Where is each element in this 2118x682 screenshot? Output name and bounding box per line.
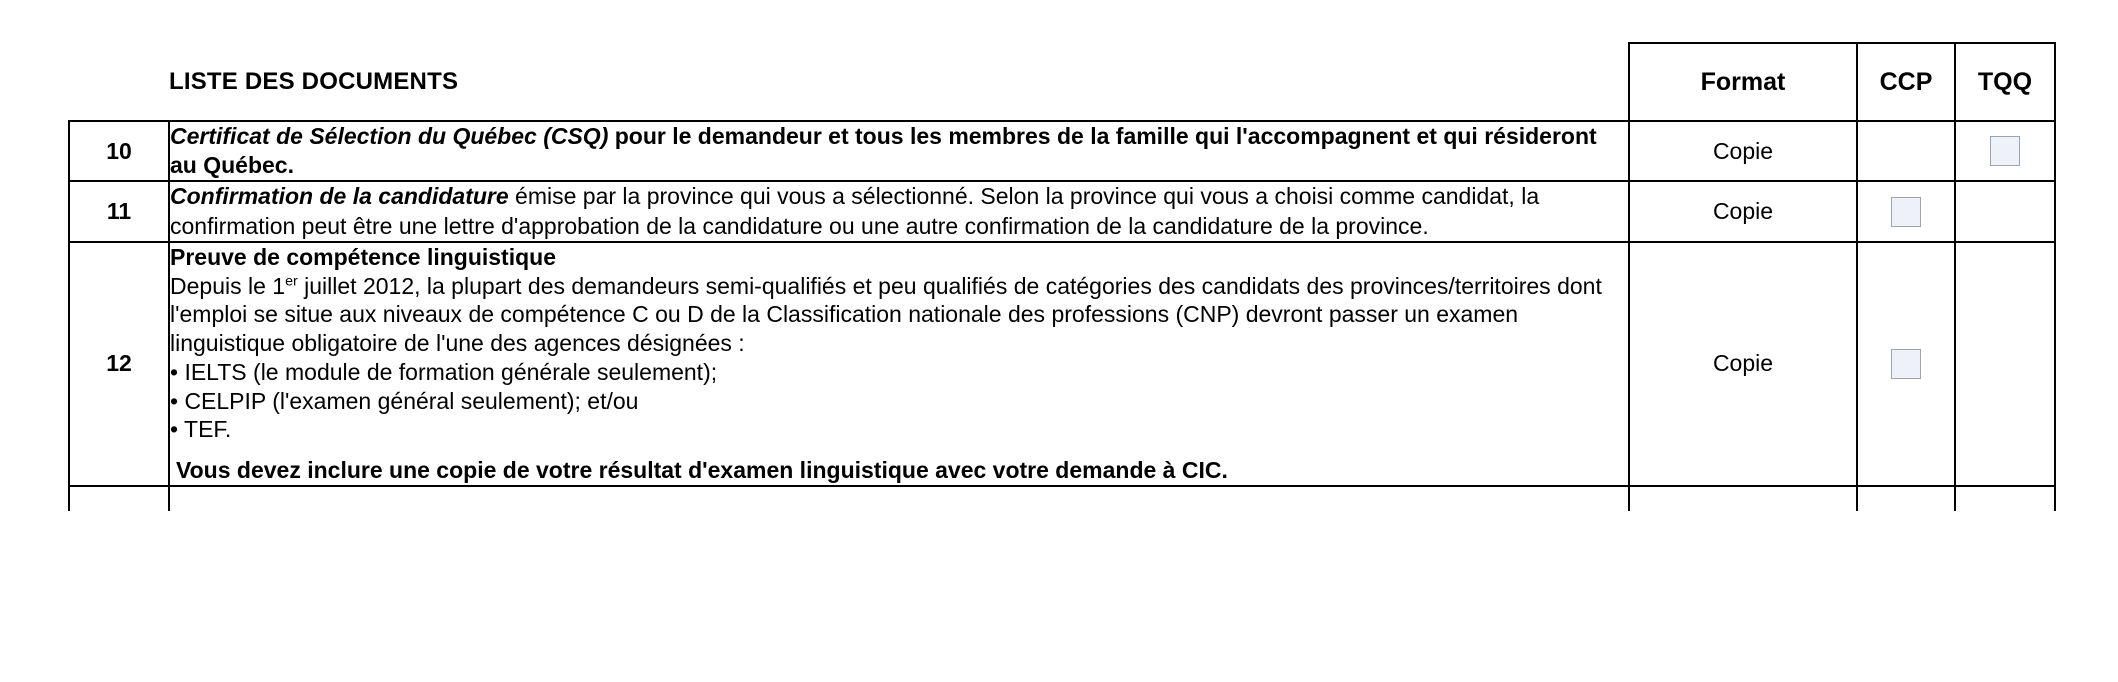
table-row: [69, 242, 2055, 486]
row-description-rest: émise par la province qui vous a sélectionné. Selon la province qui vous a choisi comme candidat, la confirmation peut être une lettre d'approbation de la candidature ou une autre confirmation de la candidature de la province.: [170, 183, 1540, 239]
row-description: [169, 181, 1629, 241]
row-description-paragraph: [170, 272, 1628, 358]
row-description: [169, 121, 1629, 181]
table-header-row: [69, 43, 2055, 121]
column-header-format: Format: [1629, 43, 1857, 121]
row-description: [169, 242, 1629, 486]
row-format: Copie: [1629, 121, 1857, 181]
row-number: 12: [69, 242, 169, 486]
table-row-partial: [69, 486, 2055, 511]
checkbox-ccp-row12[interactable]: [1891, 349, 1921, 379]
row-ccp-cell[interactable]: [1857, 181, 1955, 241]
row-tqq-cell-partial: [1955, 486, 2055, 511]
bullet-item: • CELPIP (l'examen général seulement); et/ou: [170, 387, 639, 414]
row-ccp-cell-partial: [1857, 486, 1955, 511]
table-row: [69, 121, 2055, 181]
column-header-tqq: TQQ: [1955, 43, 2055, 121]
row-format-partial: [1629, 486, 1857, 511]
row-number-partial: [69, 486, 169, 511]
list-title: LISTE DES DOCUMENTS: [169, 67, 459, 95]
row-format: Copie: [1629, 181, 1857, 241]
row-description-note: Vous devez inclure une copie de votre résultat d'examen linguistique avec votre demande à CIC.: [176, 457, 1228, 484]
row-description-lead: Certificat de Sélection du Québec (CSQ): [170, 123, 609, 149]
row-tqq-cell: [1955, 181, 2055, 241]
row-description-heading: Preuve de compétence linguistique: [170, 243, 556, 270]
column-header-ccp: CCP: [1857, 43, 1955, 121]
paragraph-part-one: Depuis le 1: [170, 272, 286, 299]
bullet-item: • IELTS (le module de formation générale seulement);: [170, 358, 718, 385]
row-description-lead: Confirmation de la candidature: [170, 183, 509, 210]
row-description-rest: pour le demandeur et tous les membres de la famille qui l'accompagnent et qui résideront au Québec.: [170, 123, 1597, 179]
row-ccp-cell: [1857, 121, 1955, 181]
checkbox-ccp-row11[interactable]: [1891, 197, 1921, 227]
bullet-item: • TEF.: [170, 416, 232, 443]
row-tqq-cell: [1955, 242, 2055, 486]
paragraph-part-two: juillet 2012, la plupart des demandeurs semi-qualifiés et peu qualifiés de catégories des candidats des provinces/territoires dont l'emploi se situe aux niveaux de compétence C ou D de la Classification nationale des professions (CNP) devront passer un examen linguistique obligatoire de l'une des agences désignées :: [170, 272, 1602, 357]
header-spacer-number: [69, 43, 169, 121]
row-format: Copie: [1629, 242, 1857, 486]
documents-table: [68, 42, 2056, 511]
table-row: [69, 181, 2055, 241]
row-number: 10: [69, 121, 169, 181]
row-ccp-cell[interactable]: [1857, 242, 1955, 486]
checkbox-tqq-row10[interactable]: [1990, 136, 2020, 166]
ordinal-superscript: er: [285, 272, 298, 289]
row-number: 11: [69, 181, 169, 241]
row-tqq-cell[interactable]: [1955, 121, 2055, 181]
row-description-partial: [169, 486, 1629, 511]
